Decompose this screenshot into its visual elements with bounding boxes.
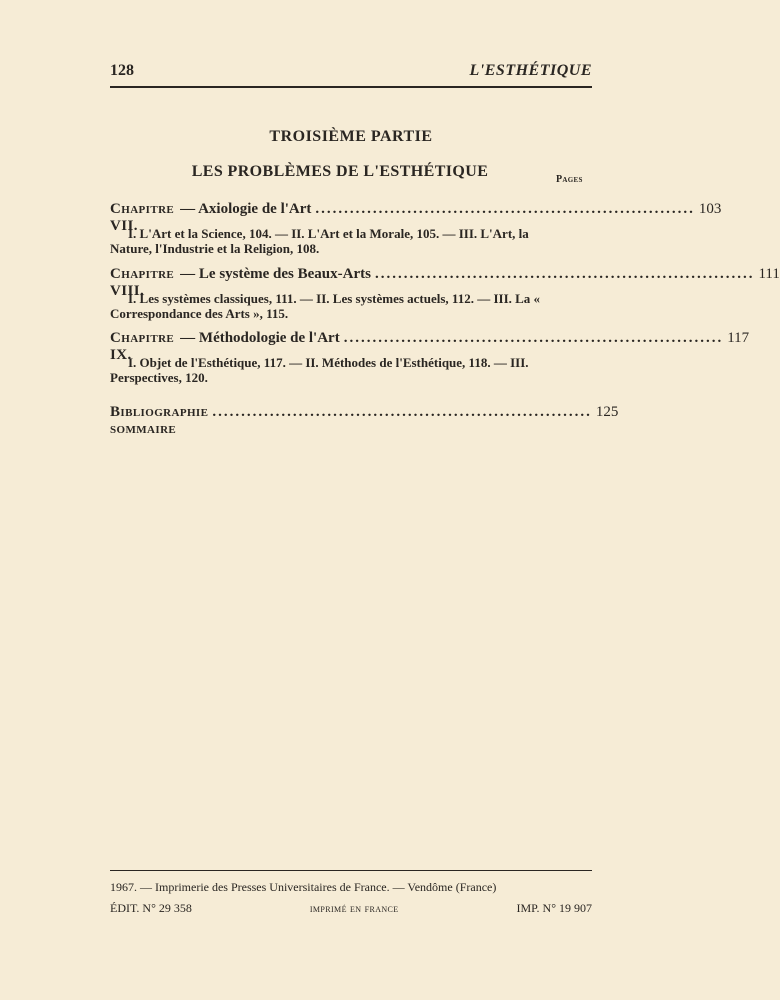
- chapter-label: Chapitre VII.: [110, 201, 175, 234]
- edition-number: ÉDIT. N° 29 358: [110, 901, 192, 915]
- page-number: 128: [110, 62, 134, 79]
- chapter-title: — Axiologie de l'Art: [180, 201, 312, 217]
- printed-in-france: imprimé en france: [309, 903, 399, 915]
- dot-leader: ..................................................................: [212, 404, 592, 420]
- chapter-label: Chapitre IX.: [110, 330, 175, 363]
- chapter-page: 103: [698, 201, 722, 217]
- imprint-line: 1967. — Imprimerie des Presses Universitaires de France. — Vendôme (France): [110, 880, 497, 894]
- chapter-summary-9: I. Objet de l'Esthétique, 117. — II. Méthodes de l'Esthétique, 118. — III. Perspectives, 120.: [110, 355, 529, 385]
- running-head: [110, 62, 592, 80]
- pages-column-label: Pages: [556, 174, 583, 185]
- chapter-label: Chapitre VIII.: [110, 266, 175, 299]
- chapter-page: 111: [758, 266, 780, 282]
- footer-rule: [110, 870, 592, 871]
- bibliography-label: Bibliographie sommaire: [110, 404, 209, 437]
- dot-leader: ..................................................................: [343, 330, 724, 346]
- part-title: TROISIÈME PARTIE: [269, 128, 433, 145]
- chapter-summary-7: I. L'Art et la Science, 104. — II. L'Art et la Morale, 105. — III. L'Art, la Nature, l'Industrie et la Religion, 108.: [110, 226, 529, 256]
- running-title: L'ESTHÉTIQUE: [469, 62, 592, 79]
- dot-leader: ..................................................................: [374, 266, 755, 282]
- toc-entry-bibliography: [110, 404, 619, 438]
- part-subtitle: LES PROBLÈMES DE L'ESTHÉTIQUE: [191, 163, 489, 180]
- chapter-title: — Le système des Beaux-Arts: [180, 266, 371, 282]
- header-rule: [110, 86, 592, 88]
- chapter-page: 117: [727, 330, 750, 346]
- imprint-number: IMP. N° 19 907: [516, 901, 592, 915]
- edition-line: [110, 901, 592, 916]
- chapter-title: — Méthodologie de l'Art: [180, 330, 340, 346]
- chapter-summary-8: I. Les systèmes classiques, 111. — II. Les systèmes actuels, 112. — III. La « Correspondance des Arts », 115.: [110, 291, 541, 321]
- bibliography-page: 125: [595, 404, 619, 420]
- dot-leader: ..................................................................: [315, 201, 695, 217]
